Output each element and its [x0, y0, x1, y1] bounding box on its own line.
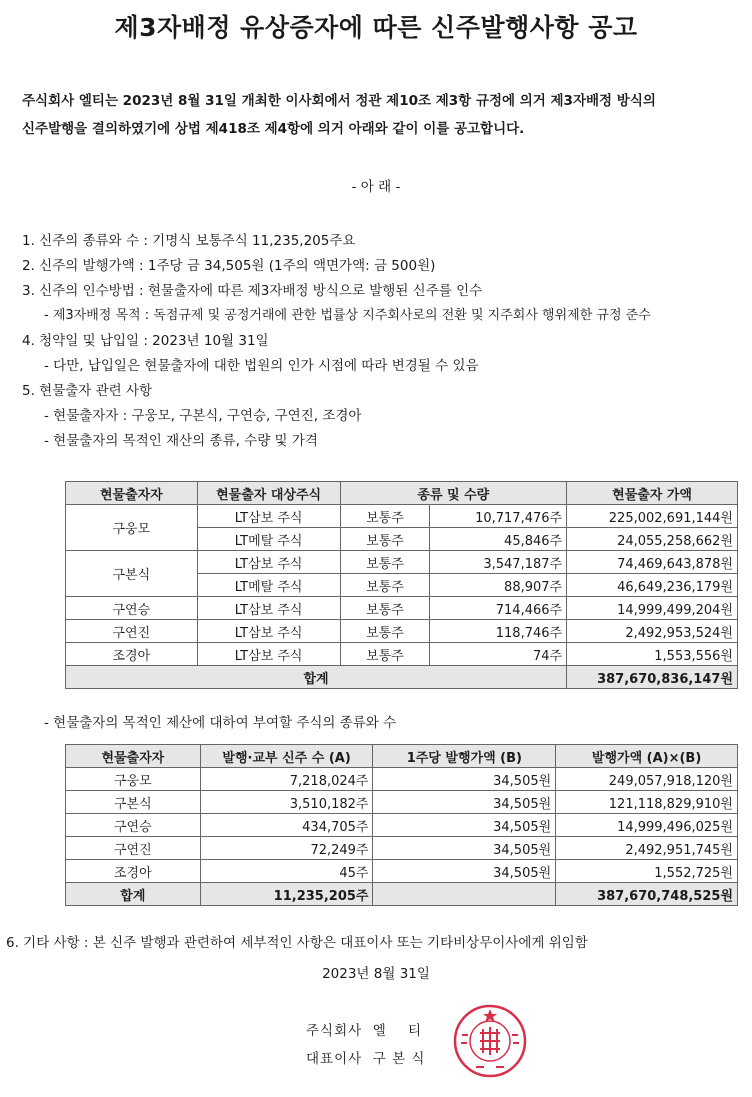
table2-caption: - 현물출자의 목적인 제산에 대하여 부여할 주식의 종류와 수	[44, 715, 397, 731]
table-row	[66, 860, 738, 883]
seal-star	[483, 1009, 497, 1022]
cell-investor: 구본식	[66, 551, 198, 597]
cell-qty: 45,846주	[430, 528, 567, 551]
company-seal-icon	[452, 1003, 528, 1079]
item-5-property: - 현물출자의 목적인 재산의 종류, 수량 및 가격	[44, 433, 318, 449]
cell-stock: LT삼보 주식	[197, 551, 340, 574]
page-title: 제3자배정 유상증자에 따른 신주발행사항 공고	[114, 13, 638, 42]
cell-price: 34,505원	[373, 814, 556, 837]
cell-investor: 조경아	[66, 643, 198, 666]
table-row	[66, 837, 738, 860]
table-header-row	[66, 482, 738, 505]
seal-glyph-strokes	[480, 1027, 500, 1055]
cell-amount: 249,057,918,120원	[556, 768, 738, 791]
total-row	[66, 883, 738, 906]
header-value: 현물출자 가액	[567, 482, 738, 505]
cell-amount: 121,118,829,910원	[556, 791, 738, 814]
cell-amount: 2,492,951,745원	[556, 837, 738, 860]
cell-value: 46,649,236,179원	[567, 574, 738, 597]
cell-kind: 보통주	[340, 528, 430, 551]
cell-shares: 72,249주	[200, 837, 373, 860]
total-label: 합계	[66, 883, 201, 906]
table-row	[66, 551, 738, 574]
header-investor: 현물출자자	[66, 482, 198, 505]
item-6: 6. 기타 사항 : 본 신주 발행과 관련하여 세부적인 사항은 대표이사 또는 기타비상무이사에게 위임함	[6, 935, 588, 951]
total-empty-cell	[373, 883, 556, 906]
cell-value: 74,469,643,878원	[567, 551, 738, 574]
cell-stock: LT메탈 주식	[197, 574, 340, 597]
total-shares: 11,235,205주	[200, 883, 373, 906]
table-row	[66, 768, 738, 791]
cell-kind: 보통주	[340, 620, 430, 643]
cell-investor: 구연진	[66, 837, 201, 860]
cell-stock: LT삼보 주식	[197, 620, 340, 643]
cell-investor: 조경아	[66, 860, 201, 883]
below-heading: - 아 래 -	[351, 179, 401, 195]
cell-stock: LT삼보 주식	[197, 505, 340, 528]
header-new-shares: 발행·교부 신주 수 (A)	[200, 745, 373, 768]
header-kind-qty: 종류 및 수량	[340, 482, 567, 505]
cell-qty: 3,547,187주	[430, 551, 567, 574]
cell-qty: 74주	[430, 643, 567, 666]
cell-stock: LT삼보 주식	[197, 643, 340, 666]
cell-shares: 45주	[200, 860, 373, 883]
table-row	[66, 643, 738, 666]
cell-qty: 714,466주	[430, 597, 567, 620]
intro-line-1: 주식회사 엘티는 2023년 8월 31일 개최한 이사회에서 정관 제10조 제3항 규정에 의거 제3자배정 방식의	[22, 93, 656, 109]
cell-kind: 보통주	[340, 597, 430, 620]
total-value: 387,670,748,525원	[556, 883, 738, 906]
cell-price: 34,505원	[373, 860, 556, 883]
cell-kind: 보통주	[340, 505, 430, 528]
item-5: 5. 현물출자 관련 사항	[22, 383, 153, 399]
header-stock: 현물출자 대상주식	[197, 482, 340, 505]
table-row	[66, 814, 738, 837]
total-value: 387,670,836,147원	[567, 666, 738, 689]
item-1: 1. 신주의 종류와 수 : 기명식 보통주식 11,235,205주요	[22, 233, 356, 249]
cell-qty: 118,746주	[430, 620, 567, 643]
cell-kind: 보통주	[340, 643, 430, 666]
cell-amount: 1,552,725원	[556, 860, 738, 883]
cell-amount: 14,999,496,025원	[556, 814, 738, 837]
cell-investor: 구연승	[66, 814, 201, 837]
cell-value: 24,055,258,662원	[567, 528, 738, 551]
header-investor: 현물출자자	[66, 745, 201, 768]
cell-price: 34,505원	[373, 791, 556, 814]
cell-qty: 10,717,476주	[430, 505, 567, 528]
item-3: 3. 신주의 인수방법 : 현물출자에 따른 제3자배정 방식으로 발행된 신주를 인수	[22, 283, 483, 299]
cell-shares: 3,510,182주	[200, 791, 373, 814]
header-price-per-share: 1주당 발행가액 (B)	[373, 745, 556, 768]
notice-date: 2023년 8월 31일	[322, 966, 430, 982]
cell-value: 225,002,691,144원	[567, 505, 738, 528]
cell-stock: LT삼보 주식	[197, 597, 340, 620]
cell-investor: 구웅모	[66, 768, 201, 791]
table-row	[66, 505, 738, 528]
item-5-investors: - 현물출자자 : 구웅모, 구본식, 구연승, 구연진, 조경아	[44, 408, 362, 424]
cell-value: 1,553,556원	[567, 643, 738, 666]
contribution-table	[65, 481, 738, 689]
ceo-name: 대표이사 구 본 식	[306, 1051, 426, 1067]
cell-price: 34,505원	[373, 837, 556, 860]
cell-price: 34,505원	[373, 768, 556, 791]
cell-investor: 구연진	[66, 620, 198, 643]
table-header-row	[66, 745, 738, 768]
cell-value: 2,492,953,524원	[567, 620, 738, 643]
company-name: 주식회사 엘 티	[306, 1023, 422, 1039]
cell-investor: 구웅모	[66, 505, 198, 551]
cell-shares: 434,705주	[200, 814, 373, 837]
table-row	[66, 597, 738, 620]
item-3-purpose: - 제3자배정 목적 : 독점규제 및 공정거래에 관한 법률상 지주회사로의 전환 및 지주회사 행위제한 규정 준수	[44, 308, 651, 323]
cell-kind: 보통주	[340, 551, 430, 574]
intro-line-2: 신주발행을 결의하였기에 상법 제418조 제4항에 의거 아래와 같이 이를 공고합니다.	[22, 121, 525, 137]
cell-stock: LT메탈 주식	[197, 528, 340, 551]
cell-qty: 88,907주	[430, 574, 567, 597]
cell-value: 14,999,499,204원	[567, 597, 738, 620]
item-4-note: - 다만, 납입일은 현물출자에 대한 법원의 인가 시점에 따라 변경될 수 있음	[44, 358, 479, 374]
item-2: 2. 신주의 발행가액 : 1주당 금 34,505원 (1주의 액면가액: 금 500원)	[22, 258, 436, 274]
header-issue-amount: 발행가액 (A)×(B)	[556, 745, 738, 768]
total-label: 합계	[66, 666, 567, 689]
cell-investor: 구연승	[66, 597, 198, 620]
table-row	[66, 791, 738, 814]
cell-kind: 보통주	[340, 574, 430, 597]
total-row	[66, 666, 738, 689]
item-4: 4. 청약일 및 납입일 : 2023년 10월 31일	[22, 333, 269, 349]
cell-investor: 구본식	[66, 791, 201, 814]
table-row	[66, 620, 738, 643]
cell-shares: 7,218,024주	[200, 768, 373, 791]
share-allocation-table	[65, 744, 738, 906]
